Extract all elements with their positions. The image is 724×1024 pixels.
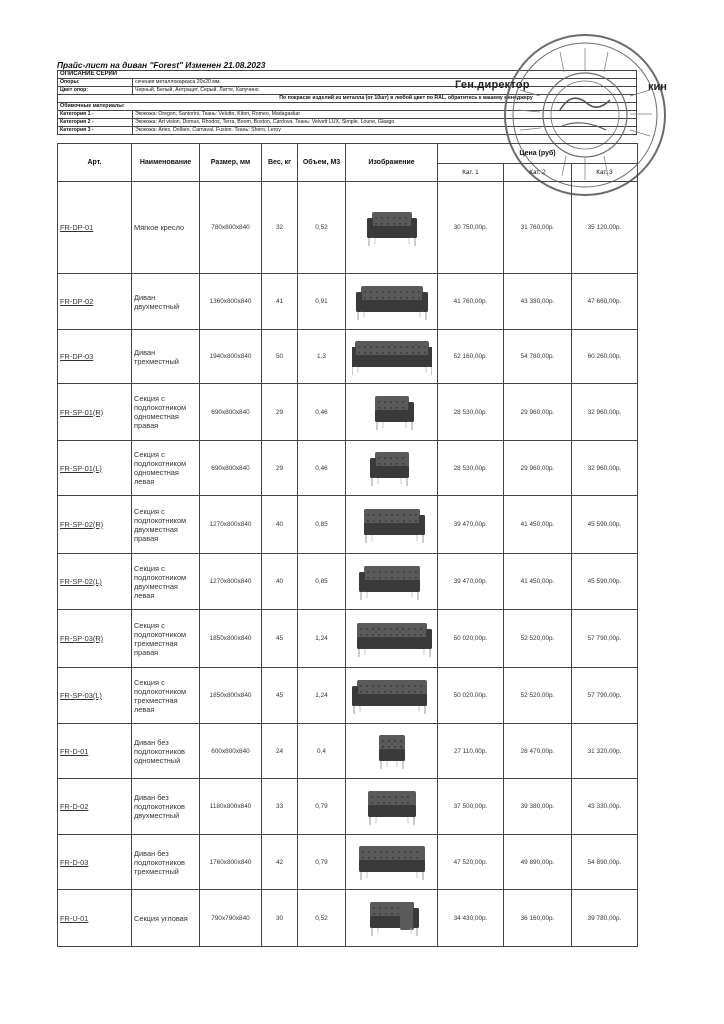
series-header: ОПИСАНИЕ СЕРИИ	[58, 71, 637, 79]
image-cell	[346, 835, 438, 890]
price-cat2-cell: 43 330,00р.	[504, 274, 572, 330]
volume-cell: 0,79	[298, 835, 346, 890]
sofa-icon	[352, 840, 432, 884]
price-cat3-cell: 45 590,00р.	[572, 554, 638, 610]
col-weight: Вес, кг	[262, 144, 298, 182]
category-value: Экокожа: Oregon, Santorini. Ткань: Velutto, Kiton, Romeo, Madagaskar	[133, 111, 637, 119]
sofa-icon	[352, 390, 432, 434]
table-row	[58, 274, 638, 330]
table-row	[58, 182, 638, 274]
price-cat2-cell: 36 160,00р.	[504, 890, 572, 947]
name-cell: Секция угловая	[132, 890, 200, 947]
volume-cell: 1,3	[298, 330, 346, 384]
price-cat3-cell: 45 590,00р.	[572, 496, 638, 554]
art-cell[interactable]: FR-SP-03(R)	[58, 610, 132, 668]
name-cell: Секция с подлокотником одноместная левая	[132, 441, 200, 496]
volume-cell: 1,24	[298, 610, 346, 668]
sofa-icon	[352, 896, 432, 940]
price-cat3-cell: 43 330,00р.	[572, 779, 638, 835]
image-cell	[346, 779, 438, 835]
price-cat3-cell: 54 890,00р.	[572, 835, 638, 890]
table-row	[58, 496, 638, 554]
image-cell	[346, 274, 438, 330]
sofa-icon	[352, 729, 432, 773]
image-cell	[346, 554, 438, 610]
weight-cell: 40	[262, 554, 298, 610]
page-title: Прайс-лист на диван "Forest" Изменен 21.08.2023	[57, 60, 266, 70]
art-cell[interactable]: FR-DP-01	[58, 182, 132, 274]
weight-cell: 45	[262, 610, 298, 668]
price-cat2-cell: 54 780,00р.	[504, 330, 572, 384]
weight-cell: 41	[262, 274, 298, 330]
table-row	[58, 779, 638, 835]
signature-label: Ген.директор	[455, 79, 530, 91]
price-cat1-cell: 27 110,00р.	[438, 724, 504, 779]
col-art: Арт.	[58, 144, 132, 182]
volume-cell: 0,85	[298, 496, 346, 554]
ral-note: По покраске изделий из металла (от 10шт) в любой цвет по RAL, обратитесь к вашему менеджеру	[58, 95, 637, 103]
size-cell: 1180х800х840	[200, 779, 262, 835]
art-cell[interactable]: FR-DP-02	[58, 274, 132, 330]
size-cell: 1270х800х840	[200, 496, 262, 554]
volume-cell: 0,4	[298, 724, 346, 779]
size-cell: 1270х800х840	[200, 554, 262, 610]
price-cat3-cell: 32 960,00р.	[572, 441, 638, 496]
art-cell[interactable]: FR-SP-03(L)	[58, 668, 132, 724]
volume-cell: 0,46	[298, 384, 346, 441]
weight-cell: 30	[262, 890, 298, 947]
category-label: Категория 3 -	[58, 127, 133, 135]
name-cell: Секция с подлокотником двухместная правая	[132, 496, 200, 554]
price-cat1-cell: 28 530,00р.	[438, 441, 504, 496]
weight-cell: 32	[262, 182, 298, 274]
image-cell	[346, 441, 438, 496]
name-cell: Секция с подлокотником двухместная левая	[132, 554, 200, 610]
volume-cell: 1,24	[298, 668, 346, 724]
sofa-icon	[352, 560, 432, 604]
table-row	[58, 554, 638, 610]
name-cell: Секция с подлокотником одноместная правая	[132, 384, 200, 441]
price-cat3-cell: 60 260,00р.	[572, 330, 638, 384]
price-cat3-cell: 32 960,00р.	[572, 384, 638, 441]
category-label: Категория 1 -	[58, 111, 133, 119]
col-name: Наименование	[132, 144, 200, 182]
price-cat2-cell: 31 760,00р.	[504, 182, 572, 274]
name-cell: Диван без подлокотников трехместный	[132, 835, 200, 890]
table-row	[58, 835, 638, 890]
price-cat1-cell: 52 160,00р.	[438, 330, 504, 384]
size-cell: 1850х800х840	[200, 668, 262, 724]
table-row	[58, 724, 638, 779]
size-cell: 790х790х840	[200, 890, 262, 947]
col-image: Изображение	[346, 144, 438, 182]
sofa-icon	[352, 674, 432, 718]
price-cat1-cell: 28 530,00р.	[438, 384, 504, 441]
price-cat2-cell: 29 960,00р.	[504, 384, 572, 441]
sofa-icon	[352, 503, 432, 547]
info-value: сечения металлокаркаса 20х20 мм.	[133, 79, 637, 87]
size-cell: 1760х800х840	[200, 835, 262, 890]
col-cat2: Кат. 2	[504, 164, 572, 182]
category-value: Экокожа: Art vision, Domus, Rhodos, Terra, Boom, Boston, Cardova. Ткань: Velvett LUX, Simple, Loune, Glasgo	[133, 119, 637, 127]
price-cat3-cell: 57 790,00р.	[572, 610, 638, 668]
size-cell: 690х800х840	[200, 441, 262, 496]
col-price: Цена (руб)	[438, 144, 638, 164]
category-value: Экокожа: Aries, Dollaro, Carnaval, Fusion. Ткань: Shero, Leroy	[133, 127, 637, 135]
art-cell[interactable]: FR-D-02	[58, 779, 132, 835]
price-cat1-cell: 34 430,00р.	[438, 890, 504, 947]
name-cell: Секция с подлокотником трехместная левая	[132, 668, 200, 724]
table-row	[58, 384, 638, 441]
table-row	[58, 441, 638, 496]
price-cat3-cell: 39 780,00р.	[572, 890, 638, 947]
signature-tail: кин	[648, 81, 667, 93]
materials-header: Обивочные материалы:	[58, 103, 637, 111]
size-cell: 1940х800х840	[200, 330, 262, 384]
art-cell[interactable]: FR-SP-02(R)	[58, 496, 132, 554]
price-cat3-cell: 57 790,00р.	[572, 668, 638, 724]
name-cell: Диван трехместный	[132, 330, 200, 384]
weight-cell: 45	[262, 668, 298, 724]
col-size: Размер, мм	[200, 144, 262, 182]
sofa-icon	[352, 280, 432, 324]
sofa-icon	[352, 206, 432, 250]
volume-cell: 0,52	[298, 890, 346, 947]
info-value: Черный, Белый, Антрацит, Серый, Латте, Капучино	[133, 87, 637, 95]
size-cell: 1850х800х840	[200, 610, 262, 668]
price-cat1-cell: 39 470,00р.	[438, 554, 504, 610]
name-cell: Диван двухместный	[132, 274, 200, 330]
volume-cell: 0,52	[298, 182, 346, 274]
weight-cell: 33	[262, 779, 298, 835]
price-cat3-cell: 31 320,00р.	[572, 724, 638, 779]
size-cell: 1360х800х840	[200, 274, 262, 330]
art-cell[interactable]: FR-U-01	[58, 890, 132, 947]
col-cat3: Кат. 3	[572, 164, 638, 182]
art-cell[interactable]: FR-D-03	[58, 835, 132, 890]
price-cat2-cell: 28 470,00р.	[504, 724, 572, 779]
info-label: Опоры:	[58, 79, 133, 87]
size-cell: 600х800х840	[200, 724, 262, 779]
weight-cell: 29	[262, 384, 298, 441]
price-cat2-cell: 39 380,00р.	[504, 779, 572, 835]
price-cat3-cell: 35 120,00р.	[572, 182, 638, 274]
info-label: Цвет опор:	[58, 87, 133, 95]
volume-cell: 0,46	[298, 441, 346, 496]
price-table	[57, 143, 638, 947]
image-cell	[346, 610, 438, 668]
col-volume: Объем, М3	[298, 144, 346, 182]
table-row	[58, 668, 638, 724]
weight-cell: 29	[262, 441, 298, 496]
art-cell[interactable]: FR-DP-03	[58, 330, 132, 384]
table-row	[58, 330, 638, 384]
size-cell: 690х800х840	[200, 384, 262, 441]
name-cell: Диван без подлокотников одноместный	[132, 724, 200, 779]
image-cell	[346, 384, 438, 441]
weight-cell: 50	[262, 330, 298, 384]
weight-cell: 40	[262, 496, 298, 554]
image-cell	[346, 890, 438, 947]
image-cell	[346, 668, 438, 724]
price-cat2-cell: 52 520,00р.	[504, 668, 572, 724]
volume-cell: 0,85	[298, 554, 346, 610]
volume-cell: 0,91	[298, 274, 346, 330]
image-cell	[346, 724, 438, 779]
art-cell[interactable]: FR-SP-01(R)	[58, 384, 132, 441]
image-cell	[346, 182, 438, 274]
price-cat1-cell: 50 020,00р.	[438, 668, 504, 724]
table-row	[58, 890, 638, 947]
art-cell[interactable]: FR-D-01	[58, 724, 132, 779]
price-cat2-cell: 41 450,00р.	[504, 554, 572, 610]
sofa-icon	[352, 335, 432, 379]
price-cat1-cell: 30 750,00р.	[438, 182, 504, 274]
image-cell	[346, 330, 438, 384]
art-cell[interactable]: FR-SP-01(L)	[58, 441, 132, 496]
name-cell: Секция с подлокотником трехместная правая	[132, 610, 200, 668]
name-cell: Мягкое кресло	[132, 182, 200, 274]
price-cat1-cell: 50 020,00р.	[438, 610, 504, 668]
size-cell: 780х800х840	[200, 182, 262, 274]
weight-cell: 24	[262, 724, 298, 779]
sofa-icon	[352, 446, 432, 490]
col-cat1: Кат. 1	[438, 164, 504, 182]
sofa-icon	[352, 785, 432, 829]
price-cat2-cell: 49 890,00р.	[504, 835, 572, 890]
category-label: Категория 2 -	[58, 119, 133, 127]
volume-cell: 0,79	[298, 779, 346, 835]
price-cat1-cell: 41 760,00р.	[438, 274, 504, 330]
price-cat2-cell: 41 450,00р.	[504, 496, 572, 554]
image-cell	[346, 496, 438, 554]
name-cell: Диван без подлокотников двухместный	[132, 779, 200, 835]
price-cat1-cell: 37 500,00р.	[438, 779, 504, 835]
price-cat1-cell: 47 520,00р.	[438, 835, 504, 890]
weight-cell: 42	[262, 835, 298, 890]
art-cell[interactable]: FR-SP-02(L)	[58, 554, 132, 610]
price-cat3-cell: 47 660,00р.	[572, 274, 638, 330]
price-cat2-cell: 52 520,00р.	[504, 610, 572, 668]
price-cat2-cell: 29 960,00р.	[504, 441, 572, 496]
table-row	[58, 610, 638, 668]
sofa-icon	[352, 617, 432, 661]
price-cat1-cell: 39 470,00р.	[438, 496, 504, 554]
